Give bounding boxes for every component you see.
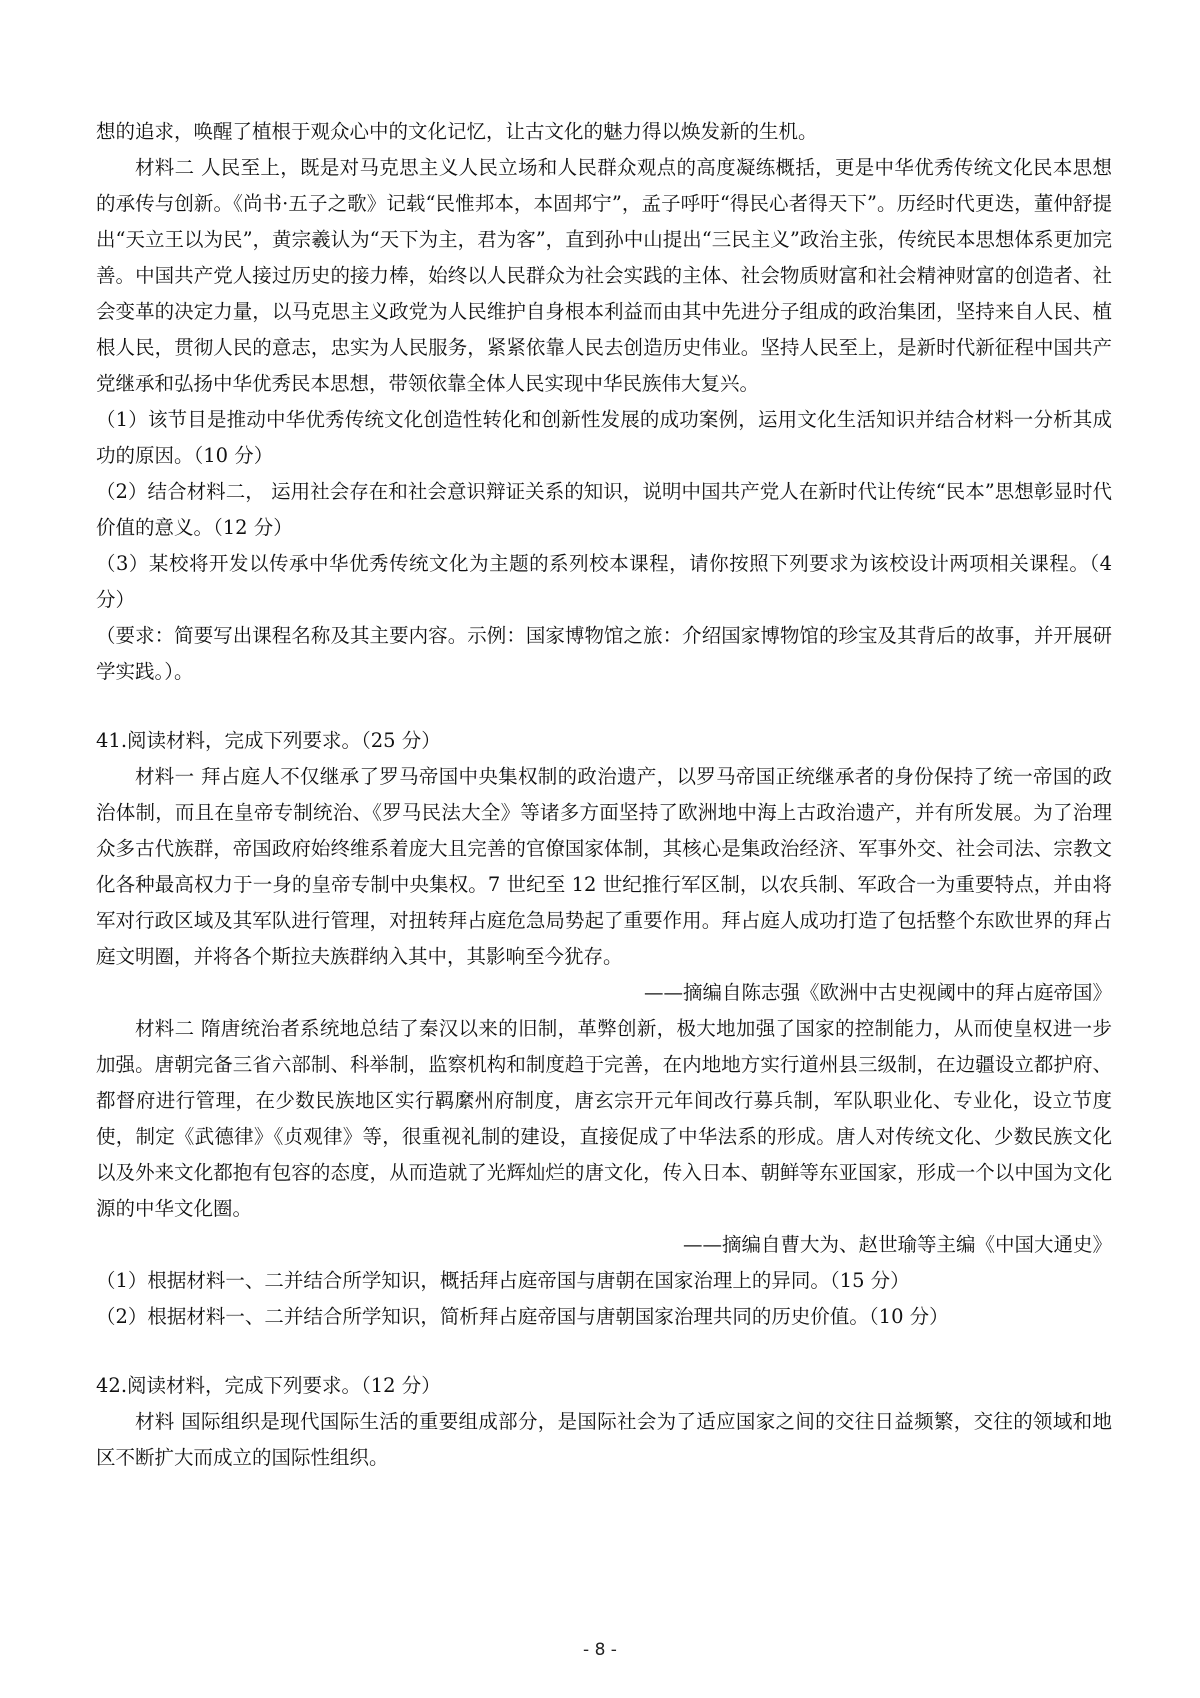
q40-requirement: （要求：简要写出课程名称及其主要内容。示例：国家博物馆之旅：介绍国家博物馆的珍宝及其背后的故事，并开展研学实践。）。 <box>96 624 1112 683</box>
q41-subquestion-2: （2）根据材料一、二并结合所学知识，简析拜占庭帝国与唐朝国家治理共同的历史价值。（10 分） <box>96 1305 949 1328</box>
q41-material1-source: ——摘编自陈志强《欧洲中古史视阈中的拜占庭帝国》 <box>643 981 1112 1004</box>
q42-material: 材料 国际组织是现代国际生活的重要组成部分，是国际社会为了适应国家之间的交往日益频繁，交往的领域和地区不断扩大而成立的国际性组织。 <box>96 1410 1112 1469</box>
q41-subquestion-1: （1）根据材料一、二并结合所学知识，概括拜占庭帝国与唐朝在国家治理上的异同。（15 分） <box>96 1269 910 1292</box>
q40-subquestion-1: （1）该节目是推动中华优秀传统文化创造性转化和创新性发展的成功案例，运用文化生活知识并结合材料一分析其成功的原因。（10 分） <box>96 408 1112 467</box>
q42-title: 42.阅读材料，完成下列要求。（12 分） <box>96 1374 441 1397</box>
q40-subquestion-2: （2）结合材料二， 运用社会存在和社会意识辩证关系的知识，说明中国共产党人在新时代让传统“民本”思想彰显时代价值的意义。（12 分） <box>96 480 1112 539</box>
page-content <box>96 114 1112 1476</box>
q40-subquestion-3: （3）某校将开发以传承中华优秀传统文化为主题的系列校本课程，请你按照下列要求为该校设计两项相关课程。（4 分） <box>96 552 1112 611</box>
spacer <box>96 1335 1112 1368</box>
q40-material2: 材料二 人民至上，既是对马克思主义人民立场和人民群众观点的高度凝练概括，更是中华优秀传统文化民本思想的承传与创新。《尚书·五子之歌》记载“民惟邦本，本固邦宁”，孟子呼吁“得民心者得天下”。历经时代更迭，董仲舒提出“天立王以为民”，黄宗羲认为“天下为主，君为客”，直到孙中山提出“三民主义”政治主张，传统民本思想体系更加完善。中国共产党人接过历史的接力棒，始终以人民群众为社会实践的主体、社会物质财富和社会精神财富的创造者、社会变革的决定力量，以马克思主义政党为人民维护自身根本利益而由其中先进分子组成的政治集团，坚持来自人民、植根人民，贯彻人民的意志，忠实为人民服务，紧紧依靠人民去创造历史伟业。坚持人民至上，是新时代新征程中国共产党继承和弘扬中华优秀民本思想，带领依靠全体人民实现中华民族伟大复兴。 <box>96 156 1112 395</box>
q41-material2: 材料二 隋唐统治者系统地总结了秦汉以来的旧制，革弊创新，极大地加强了国家的控制能力，从而使皇权进一步加强。唐朝完备三省六部制、科举制，监察机构和制度趋于完善，在内地地方实行道州县三级制，在边疆设立都护府、都督府进行管理，在少数民族地区实行羁縻州府制度，唐玄宗开元年间改行募兵制，军队职业化、专业化，设立节度使，制定《武德律》《贞观律》等，很重视礼制的建设，直接促成了中华法系的形成。唐人对传统文化、少数民族文化以及外来文化都抱有包容的态度，从而造就了光辉灿烂的唐文化，传入日本、朝鲜等东亚国家，形成一个以中国为文化源的中华文化圈。 <box>96 1017 1112 1220</box>
q41-material1: 材料一 拜占庭人不仅继承了罗马帝国中央集权制的政治遗产，以罗马帝国正统继承者的身份保持了统一帝国的政治体制，而且在皇帝专制统治、《罗马民法大全》等诸多方面坚持了欧洲地中海上古政治遗产，并有所发展。为了治理众多古代族群，帝国政府始终维系着庞大且完善的官僚国家体制，其核心是集政治经济、军事外交、社会司法、宗教文化各种最高权力于一身的皇帝专制中央集权。7 世纪至 12 世纪推行军区制，以农兵制、军政合一为重要特点，并由将军对行政区域及其军队进行管理，对扭转拜占庭危急局势起了重要作用。拜占庭人成功打造了包括整个东欧世界的拜占庭文明圈，并将各个斯拉夫族群纳入其中，其影响至今犹存。 <box>96 765 1112 968</box>
q41-title: 41.阅读材料，完成下列要求。（25 分） <box>96 729 441 752</box>
spacer <box>96 690 1112 723</box>
q41-material2-source: ——摘编自曹大为、赵世瑜等主编《中国大通史》 <box>682 1233 1112 1256</box>
page-number: - 8 - <box>583 1640 617 1660</box>
q40-material1-end: 想的追求，唤醒了植根于观众心中的文化记忆，让古文化的魅力得以焕发新的生机。 <box>96 120 818 143</box>
